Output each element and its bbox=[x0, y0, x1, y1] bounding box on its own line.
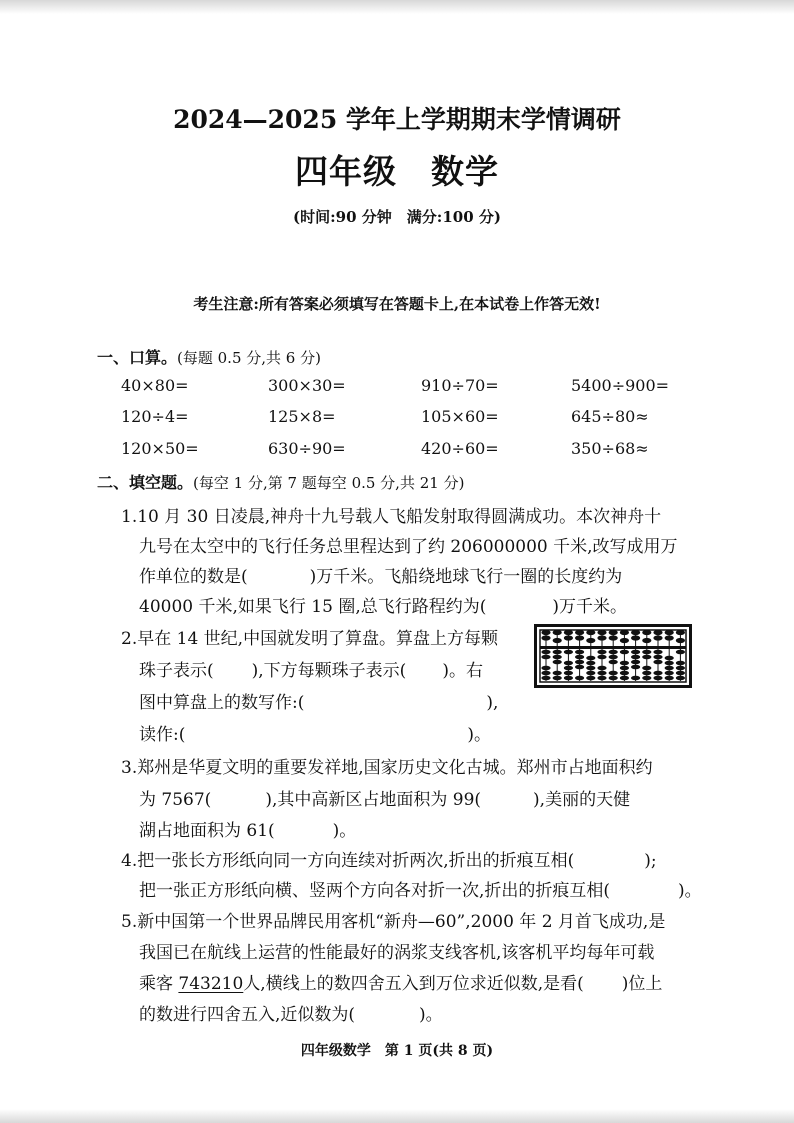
page-bottom-shadow bbox=[0, 1109, 794, 1123]
abacus-bead bbox=[597, 650, 606, 655]
q2-text: ), bbox=[486, 693, 499, 713]
q2-text: )。 bbox=[467, 725, 492, 745]
exam-title: 2024—2025 学年上学期期末学情调研 bbox=[173, 105, 621, 134]
page-top-shadow bbox=[0, 0, 794, 14]
grade-label: 四年级 bbox=[295, 152, 397, 191]
abacus-bead bbox=[642, 676, 651, 681]
subject-label: 数学 bbox=[431, 152, 499, 191]
abacus-bead bbox=[620, 676, 629, 681]
abacus-bead bbox=[620, 671, 629, 676]
abacus-bead bbox=[586, 661, 595, 666]
q2-line2 bbox=[139, 656, 483, 681]
abacus-bead bbox=[665, 630, 674, 635]
abacus-bead bbox=[597, 635, 606, 640]
abacus-bead bbox=[564, 635, 573, 640]
abacus-bead bbox=[541, 650, 550, 655]
abacus-bead bbox=[676, 638, 685, 643]
abacus-bead bbox=[541, 676, 550, 681]
q3-line1: 3.郑州是华夏文明的重要发祥地,国家历史文化古城。郑州市占地面积约 bbox=[121, 758, 653, 778]
abacus-bead bbox=[541, 635, 550, 640]
abacus-bead bbox=[676, 671, 685, 676]
abacus-bead bbox=[586, 676, 595, 681]
abacus-bead bbox=[665, 656, 674, 661]
calc-item: 645÷80≈ bbox=[571, 407, 649, 426]
abacus-bead bbox=[653, 635, 662, 640]
abacus-bead bbox=[553, 671, 562, 676]
q1-text: )万千米。 bbox=[552, 597, 628, 617]
q5-text: 的数进行四舍五入,近似数为( bbox=[139, 1005, 356, 1025]
abacus-bead bbox=[564, 630, 573, 635]
abacus-bead bbox=[665, 635, 674, 640]
abacus-bead bbox=[676, 676, 685, 681]
abacus-bead bbox=[631, 650, 640, 655]
abacus-bead bbox=[553, 660, 562, 665]
abacus-bead bbox=[564, 671, 573, 676]
q5-line4 bbox=[139, 1000, 443, 1025]
q3-text: 为 7567( bbox=[139, 790, 212, 810]
calc-item: 120×50= bbox=[121, 439, 199, 458]
abacus-bead bbox=[597, 666, 606, 671]
q5-line3 bbox=[139, 969, 662, 994]
abacus-bead bbox=[586, 666, 595, 671]
abacus-bead bbox=[564, 661, 573, 666]
q5-text: 乘客 bbox=[139, 974, 173, 994]
abacus-bead bbox=[653, 671, 662, 676]
abacus-bead bbox=[676, 650, 685, 655]
abacus-bead bbox=[609, 655, 618, 660]
q1-line4 bbox=[139, 592, 627, 617]
q2-text: 读作:( bbox=[139, 725, 186, 745]
abacus-bead bbox=[575, 655, 584, 660]
q4-line2 bbox=[139, 876, 702, 901]
q4-text: ); bbox=[644, 851, 657, 871]
abacus-bead bbox=[642, 671, 651, 676]
abacus-bead bbox=[597, 630, 606, 635]
abacus-bead bbox=[609, 650, 618, 655]
abacus-bead bbox=[631, 660, 640, 665]
abacus-bead bbox=[642, 666, 651, 671]
abacus-bead bbox=[631, 665, 640, 670]
q5-text: 人,横线上的数四舍五入到万位求近似数,是看( bbox=[243, 974, 584, 994]
calc-item: 910÷70= bbox=[421, 376, 499, 395]
abacus-bead bbox=[676, 666, 685, 671]
abacus-bead bbox=[541, 630, 550, 635]
abacus-bead bbox=[620, 666, 629, 671]
abacus-bead bbox=[597, 671, 606, 676]
abacus-bead bbox=[665, 666, 674, 671]
abacus-bead bbox=[620, 638, 629, 643]
calc-item: 105×60= bbox=[421, 407, 499, 426]
q2-line4 bbox=[139, 720, 491, 745]
abacus-bead bbox=[653, 655, 662, 660]
abacus-bead bbox=[553, 630, 562, 635]
section2-title: 二、填空题。 bbox=[97, 473, 194, 492]
abacus-bead bbox=[653, 650, 662, 655]
abacus-bead bbox=[586, 638, 595, 643]
abacus-bead bbox=[541, 666, 550, 671]
abacus-bead bbox=[609, 671, 618, 676]
abacus-bead bbox=[575, 665, 584, 670]
abacus-bead bbox=[586, 671, 595, 676]
q3-text: )。 bbox=[332, 821, 357, 841]
abacus-bead bbox=[642, 630, 651, 635]
q2-text: 珠子表示( bbox=[139, 661, 214, 681]
abacus-bead bbox=[642, 655, 651, 660]
abacus-bead bbox=[586, 656, 595, 661]
q1-text: )万千米。飞船绕地球飞行一圈的长度约为 bbox=[309, 567, 623, 587]
q5-line1: 5.新中国第一个世界品牌民用客机“新舟—60”,2000 年 2 月首飞成功,是 bbox=[121, 912, 666, 932]
q2-text: ),下方每颗珠子表示( bbox=[251, 661, 407, 681]
abacus-bead bbox=[620, 650, 629, 655]
q3-line3 bbox=[139, 816, 356, 841]
abacus-bead bbox=[653, 630, 662, 635]
abacus-bead bbox=[597, 676, 606, 681]
abacus-bead bbox=[620, 661, 629, 666]
abacus-bead bbox=[642, 638, 651, 643]
q2-text: )。右 bbox=[442, 661, 483, 681]
time-score-info: (时间:90 分钟 满分:100 分) bbox=[293, 208, 501, 226]
q4-text: 把一张正方形纸向横、竖两个方向各对折一次,折出的折痕互相( bbox=[139, 881, 611, 901]
q4-text: 4.把一张长方形纸向同一方向连续对折两次,折出的折痕互相( bbox=[121, 851, 575, 871]
abacus-bead bbox=[564, 666, 573, 671]
abacus-bead bbox=[564, 676, 573, 681]
abacus-bead bbox=[665, 676, 674, 681]
abacus-bead bbox=[553, 650, 562, 655]
abacus-bead bbox=[575, 660, 584, 665]
abacus-bead bbox=[553, 676, 562, 681]
abacus-bead bbox=[653, 676, 662, 681]
abacus-bead bbox=[575, 650, 584, 655]
section1-note: (每题 0.5 分,共 6 分) bbox=[177, 349, 321, 367]
q1-line3 bbox=[139, 562, 622, 587]
abacus-bead bbox=[609, 676, 618, 681]
page-footer: 四年级数学 第 1 页(共 8 页) bbox=[300, 1043, 494, 1059]
q5-line2: 我国已在航线上运营的性能最好的涡浆支线客机,该客机平均每年可载 bbox=[139, 943, 655, 963]
abacus-bead bbox=[609, 660, 618, 665]
abacus-bead bbox=[553, 655, 562, 660]
section1-heading bbox=[97, 345, 321, 368]
abacus-bead bbox=[631, 635, 640, 640]
abacus-bead bbox=[575, 635, 584, 640]
q2-text: 图中算盘上的数写作:( bbox=[139, 693, 305, 713]
q3-line2 bbox=[139, 785, 630, 810]
abacus-bead bbox=[631, 630, 640, 635]
abacus-bead bbox=[642, 650, 651, 655]
abacus-bead bbox=[609, 630, 618, 635]
q3-text: 湖占地面积为 61( bbox=[139, 821, 275, 841]
abacus-bead bbox=[541, 671, 550, 676]
abacus-bead bbox=[665, 661, 674, 666]
calc-item: 350÷68≈ bbox=[571, 439, 649, 458]
abacus-bead bbox=[676, 661, 685, 666]
q4-line1 bbox=[121, 846, 657, 871]
calc-item: 125×8= bbox=[268, 407, 336, 426]
abacus-bead bbox=[609, 635, 618, 640]
abacus-bead bbox=[620, 630, 629, 635]
candidate-notice: 考生注意:所有答案必须填写在答题卡上,在本试卷上作答无效! bbox=[193, 295, 601, 313]
abacus-bead bbox=[541, 655, 550, 660]
underlined-number: 743210 bbox=[178, 974, 244, 994]
abacus-bead bbox=[676, 630, 685, 635]
abacus-bead bbox=[597, 655, 606, 660]
calc-item: 120÷4= bbox=[121, 407, 189, 426]
abacus-bead bbox=[653, 660, 662, 665]
abacus-bead bbox=[631, 655, 640, 660]
q1-line1: 1.10 月 30 日凌晨,神舟十九号载人飞船发射取得圆满成功。本次神舟十 bbox=[121, 507, 662, 527]
abacus-bead bbox=[631, 676, 640, 681]
section1-title: 一、口算。 bbox=[97, 348, 178, 367]
abacus-bead bbox=[575, 676, 584, 681]
section2-note: (每空 1 分,第 7 题每空 0.5 分,共 21 分) bbox=[193, 474, 465, 492]
abacus-image bbox=[534, 624, 692, 688]
q1-text: 作单位的数是( bbox=[139, 567, 248, 587]
q5-text: )。 bbox=[419, 1005, 443, 1025]
abacus-bead bbox=[564, 650, 573, 655]
calc-item: 630÷90= bbox=[268, 439, 346, 458]
q2-line1: 2.早在 14 世纪,中国就发明了算盘。算盘上方每颗 bbox=[121, 629, 499, 649]
q3-text: ),美丽的天健 bbox=[533, 790, 631, 810]
q4-text: )。 bbox=[678, 881, 702, 901]
section2-heading bbox=[97, 470, 464, 493]
abacus-bead bbox=[665, 671, 674, 676]
calc-item: 5400÷900= bbox=[571, 376, 670, 395]
calc-item: 300×30= bbox=[268, 376, 346, 395]
grade-subject-title bbox=[0, 146, 794, 193]
abacus-bead bbox=[553, 638, 562, 643]
q1-text: 40000 千米,如果飞行 15 圈,总飞行路程约为( bbox=[139, 597, 487, 617]
abacus-bead bbox=[586, 630, 595, 635]
q5-text: )位上 bbox=[621, 974, 663, 994]
q1-line2: 九号在太空中的飞行任务总里程达到了约 206000000 千米,改写成用万 bbox=[139, 537, 678, 557]
abacus-bead bbox=[575, 630, 584, 635]
calc-item: 40×80= bbox=[121, 376, 189, 395]
q2-line3 bbox=[139, 688, 498, 713]
calc-item: 420÷60= bbox=[421, 439, 499, 458]
q3-text: ),其中高新区占地面积为 99( bbox=[265, 790, 482, 810]
